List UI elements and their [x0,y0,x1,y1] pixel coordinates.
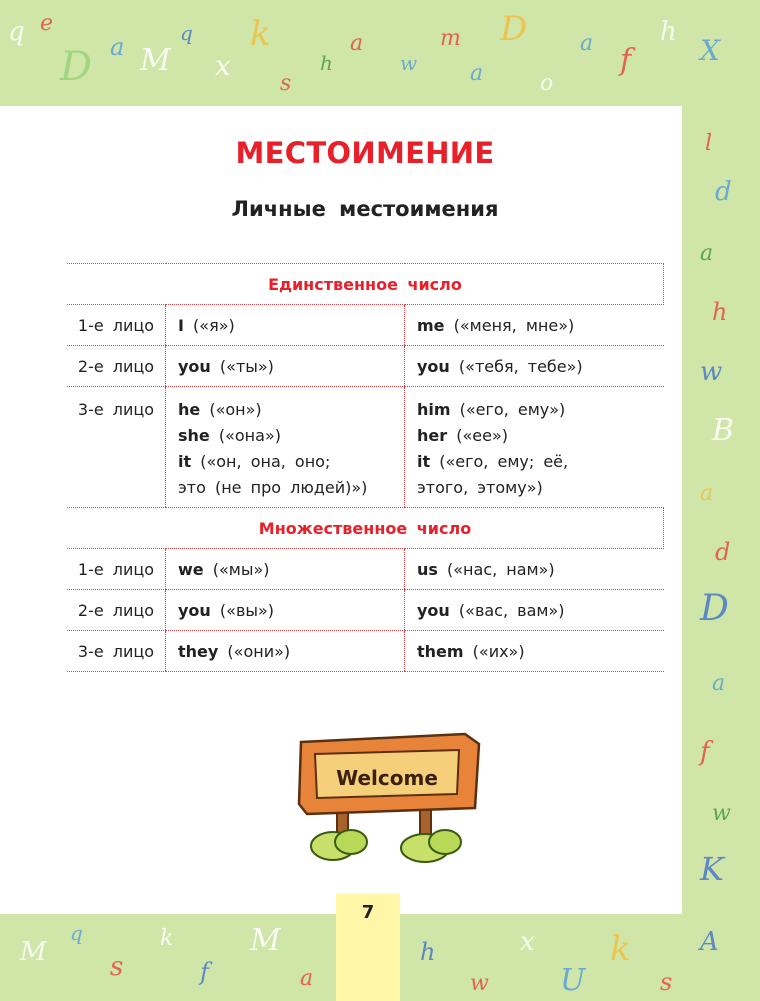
svg-text:D: D [500,9,528,49]
svg-text:h: h [320,51,333,75]
svg-text:a: a [700,241,714,266]
table-row [67,590,664,631]
svg-text:q: q [8,17,25,47]
svg-text:k: k [250,14,271,54]
pronoun-word: they [178,641,219,661]
person-label: 1-е лицо [67,549,166,590]
svg-text:a: a [712,671,726,696]
svg-text:w: w [470,971,489,996]
pronoun-word: we [178,559,204,579]
person-label: 2-е лицо [67,590,166,631]
svg-text:a: a [110,33,125,61]
pronoun-word: it [417,452,431,471]
object-pronoun-cell [405,346,664,387]
object-pronoun-cell [405,590,664,631]
sign-text: Welcome [336,766,438,790]
pronoun-word: it [178,452,192,471]
svg-text:d: d [715,177,732,207]
pronoun-translation: («его, ему») [459,400,566,419]
pronoun-word: me [417,315,445,335]
object-pronoun-cell [405,305,664,346]
table-row [67,631,664,672]
svg-text:f: f [620,43,632,78]
pronoun-translation: («его, ему; её, [439,452,569,471]
welcome-sign-illustration [295,730,485,870]
section-heading: Единственное число [67,264,664,305]
svg-text:h: h [660,17,677,47]
table-row [67,346,664,387]
pronoun-word: you [178,600,211,620]
page-subtitle: Личные местоимения [231,197,499,221]
pronoun-translation: («он, она, оно; [200,452,331,471]
svg-text:x: x [215,49,231,82]
pronoun-word: us [417,559,438,579]
person-label: 2-е лицо [67,346,166,387]
bush-right [401,830,461,862]
bush-left [311,830,367,860]
svg-text:s: s [280,71,292,96]
page-number: 7 [361,902,375,923]
svg-text:k: k [160,926,174,951]
subject-pronoun-cell [166,305,405,346]
svg-text:a: a [300,966,314,991]
svg-text:o: o [540,71,554,96]
svg-text:m: m [440,26,461,51]
svg-text:f: f [200,958,209,986]
pronoun-word: you [178,356,211,376]
translation-continuation: это (не про людей)») [178,478,368,497]
svg-text:M: M [140,43,171,78]
pronoun-table [67,263,664,672]
svg-text:a: a [350,31,364,56]
pronoun-translation: («ее») [456,426,508,445]
pronoun-translation: («ты») [219,356,274,376]
svg-text:w: w [400,51,418,75]
svg-text:U: U [560,963,586,998]
svg-text:s: s [660,968,673,996]
subject-pronoun-cell [166,631,405,672]
svg-text:D: D [60,44,93,90]
svg-text:B: B [712,413,735,448]
pronoun-word: I [178,315,184,335]
subject-pronoun-cell [166,590,405,631]
pronoun-translation: («их») [472,641,525,661]
svg-text:w: w [712,801,731,826]
svg-text:M: M [250,923,281,958]
svg-text:h: h [420,938,436,966]
svg-text:A: A [700,927,719,957]
person-label: 3-е лицо [67,631,166,672]
svg-text:e: e [40,11,54,36]
object-pronoun-cell [405,549,664,590]
pronoun-translation: («я») [193,315,235,335]
pronoun-word: she [178,426,210,445]
svg-text:w: w [700,357,723,387]
pronoun-word: her [417,426,448,445]
svg-text:h: h [712,298,728,326]
subject-pronoun-cell [166,387,405,508]
pronoun-word: you [417,600,450,620]
svg-text:K: K [700,850,724,888]
object-pronoun-cell [405,387,664,508]
subject-pronoun-cell [166,346,405,387]
svg-text:q: q [180,21,193,45]
pronoun-word: them [417,641,464,661]
svg-text:a: a [470,61,484,86]
svg-text:q: q [70,921,83,945]
pronoun-word: him [417,400,451,419]
subject-pronoun-cell [166,549,405,590]
svg-text:a: a [580,31,594,56]
table-row [67,549,664,590]
svg-text:d: d [715,538,731,566]
pronoun-translation: («тебя, тебе») [458,356,583,376]
section-heading: Множественное число [67,508,664,549]
page-title: МЕСТОИМЕНИЕ [235,136,495,170]
svg-text:X: X [700,34,720,67]
person-label: 3-е лицо [67,387,166,508]
translation-continuation: этого, этому») [417,478,543,497]
svg-text:s: s [110,952,124,982]
object-pronoun-cell [405,631,664,672]
svg-text:M: M [20,937,47,967]
svg-text:k: k [610,929,631,969]
table-row [67,305,664,346]
svg-text:D: D [700,588,729,629]
svg-text:a: a [700,481,714,506]
svg-text:f: f [700,737,710,767]
pronoun-translation: («вы») [219,600,275,620]
svg-text:l: l [705,131,713,156]
person-label: 1-е лицо [67,305,166,346]
table-row [67,387,664,508]
pronoun-translation: («они») [227,641,291,661]
pronoun-translation: («он») [209,400,262,419]
pronoun-translation: («мы») [212,559,270,579]
pronoun-translation: («она») [218,426,281,445]
pronoun-translation: («меня, мне») [453,315,575,335]
pronoun-translation: («вас, вам») [458,600,565,620]
section-header-singular [67,264,664,305]
section-header-plural [67,508,664,549]
pronoun-word: he [178,400,201,419]
pronoun-word: you [417,356,450,376]
svg-text:x: x [520,927,535,957]
pronoun-translation: («нас, нам») [447,559,555,579]
